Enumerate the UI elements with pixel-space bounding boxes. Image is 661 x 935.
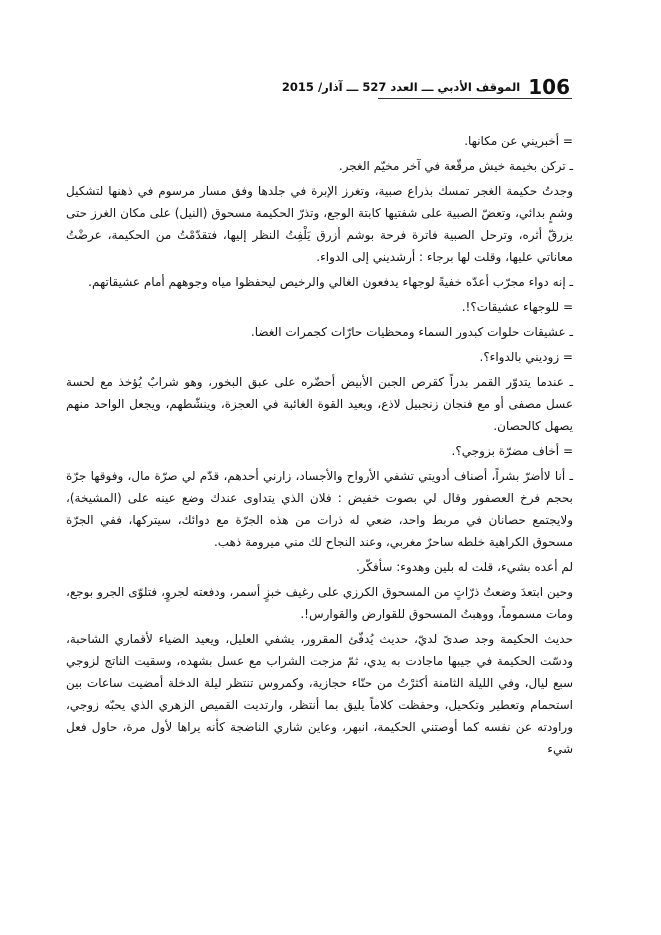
paragraph: ـ إنه دواء مجرّب أعدّه خفيةً لوجهاء يدفعون الغالي والرخيص ليحفظوا مياه وجوههم أمام عشيقاتهم. <box>88 275 573 289</box>
journal-issue-info: الموقف الأدبي ـــ العدد 527 ـــ آذار/ 2015 <box>281 80 521 94</box>
paragraph: ـ عشيقات حلوات كبدور السماء ومحظيات حارّات كجمرات الغضا. <box>250 325 573 339</box>
paragraph: = للوجهاء عشيقات؟!. <box>461 300 573 314</box>
paragraph: = أخبريني عن مكانها. <box>464 134 573 148</box>
paragraph: ـ عندما يتدوّر القمر بدراً كقرص الجبن الأبيض أحضّره على عبق البخور، وهو شرابٌ يُؤخذ مع لحسة عسل مصفى أو مع فنجان زنجبيل لاذع، ويعيد القوة الغائبة في العجزة، وينشّطهم، ويجعل الواحد منهم يصهل كالحصان. <box>66 375 573 433</box>
paragraph: = زوديني بالدواء؟. <box>479 350 573 364</box>
paragraph: = أخاف مضرّة بزوجي؟. <box>451 444 573 458</box>
paragraph: ـ أنا لاأضرّ بشراً، أصناف أدويتي تشفي الأرواح والأجساد، زارني أحدهم، قدّم لي صرّة مال، وفوقها جرّة بحجم فرخ العصفور وقال لي بصوت خفيض : فلان الذي يتداوى عندك وضع عينه على (المشيخة)، ولايجتمع حصانان في مربط واحد، ضعي له ذرات من هذه الجرّة مع دوائك، سيتركها، ففي الجرّة مسحوق الكراهية خلطه ساحرٌ مغربي، وعند النجاح لك مني ميرومة ذهب. <box>66 469 573 549</box>
running-header <box>281 74 570 100</box>
paragraph: حديث الحكيمة وجد صدىً لديّ، حديث يُدفّئ المقرور، يشفي العليل، ويعيد الضياء لأقماري الشاحبة، ودسّت الحكيمة في جيبها ماجادت به يدي، ثمّ مزجت الشراب مع عسل بشهده، وسقيت الناتج لزوجي سبع ليال، وفي الليلة الثامنة أكثرْتُ من حنّاء حجازية، وكمروس تنتظر ليلة الدخلة أمضيت ساعات بين استحمام وتعطير وتكحيل، وحفظت كلاماً يليق بما أنتظر، وارتديت القميص الزهري الذي يحبّه زوجي، وراودته عن نفسه كما أوصتني الحكيمة، انبهر، وعاين شاري الناضجة كأنه يراها لأول مرة، حاول فعل شيء <box>66 632 573 756</box>
paragraph: لم أعده بشيء، قلت له بلين وهدوء: سأفكّر. <box>355 560 573 574</box>
header-divider <box>378 98 572 99</box>
article-body <box>66 130 573 763</box>
page-number: 106 <box>528 75 570 99</box>
paragraph: وحين ابتعدَ وضعتُ ذرّاتٍ من المسحوق الكرزي على رغيف خبزٍ أسمر، ودفعته لجروٍ، فتلوّى الجرو بوجع، ومات مسموماً، ووهبتُ المسحوق للقوارض والقوارس!. <box>66 585 573 621</box>
paragraph: وجدتُ حكيمة الغجر تمسك بذراع صبية، وتغرز الإبرة في جلدها وفق مسار مرسوم في ذهنها لتشكيل وشمٍ بدائي، وتعضّ الصبية على شفتيها كابتة الوجع، وتذرّ الحكيمة مسحوق (النيل) على مكان الغرز حتى يزرقّ أثره، وترحل الصبية فاترة فرحة بوشم أزرق يَلْفِتُ النظر إليها، فتقدّمْتُ من الحكيمة، عرضْتُ معاناتي عليها، وقلت لها برجاء : أرشديني إلى الدواء. <box>66 184 573 264</box>
paragraph: ـ تركن بخيمة خيش مرقّعة في آخر مخيّم الغجر. <box>338 159 573 173</box>
